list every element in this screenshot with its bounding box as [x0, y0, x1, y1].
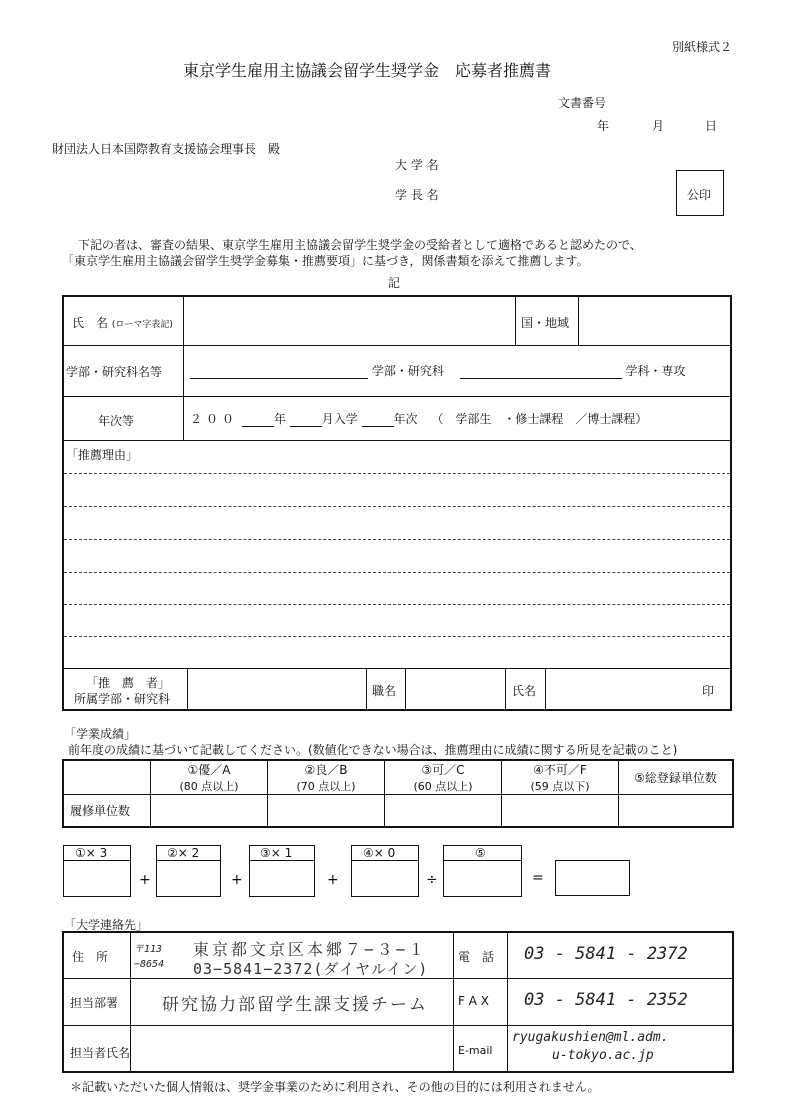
grade-column-1-title: ①優／A — [187, 763, 231, 777]
grade-column-3 — [385, 760, 502, 795]
faculty-field[interactable] — [190, 364, 368, 379]
equals-sign: = — [532, 870, 544, 886]
recommender-label: 「推 薦 者」 — [86, 676, 171, 690]
grade-column-3-title: ③可／C — [421, 763, 465, 777]
month-entry-text: 月入学 — [321, 412, 358, 426]
postal-code-2: −8654 — [134, 959, 165, 970]
day-label: 日 — [705, 119, 718, 133]
plus-1: + — [139, 872, 151, 888]
address-value[interactable]: 東京都文京区本郷７−３−１ — [193, 940, 428, 959]
president-name-label: 学 長 名 — [395, 188, 439, 202]
formula-box-4-label: ④× 0 — [363, 846, 396, 860]
entry-year-field[interactable] — [242, 412, 274, 427]
email-line-1[interactable]: ryugakushien@ml.adm. — [512, 1030, 669, 1045]
grade-column-2-title: ②良／B — [304, 763, 348, 777]
university-name-label: 大 学 名 — [395, 158, 439, 172]
official-seal-label: 公印 — [687, 188, 712, 202]
formula-box-3[interactable] — [249, 845, 315, 897]
document-number-label: 文書番号 — [558, 96, 607, 110]
formula-box-3-label: ③× 1 — [260, 846, 293, 860]
year-of-study-label: 年次等 — [98, 414, 135, 428]
grade-year-field[interactable] — [362, 412, 394, 427]
credits-field-2[interactable] — [268, 795, 385, 827]
grades-table — [62, 759, 734, 828]
department-suffix: 学科・専攻 — [625, 364, 686, 378]
department-field[interactable] — [460, 364, 622, 379]
formula-box-5-label: ⑤ — [475, 846, 486, 860]
year-prefix: ２００ — [190, 412, 239, 426]
grade-column-2 — [268, 760, 385, 795]
formula-box-2[interactable] — [156, 845, 221, 897]
recommender-name-label: 氏名 — [512, 684, 537, 698]
intro-line-1: 下記の者は、審査の結果、東京学生雇用主協議会留学生奨学金の受給者として適格であると認めたので、 — [78, 238, 642, 252]
year-of-study-row — [190, 410, 647, 427]
seal-mark: 印 — [702, 684, 715, 698]
grade-column-4-title: ④不可／F — [533, 763, 587, 777]
plus-3: + — [327, 872, 339, 888]
grades-section-label: 「学業成績」 — [64, 727, 137, 741]
email-line-2[interactable]: u-tokyo.ac.jp — [552, 1048, 654, 1063]
recommender-name-field[interactable] — [548, 671, 688, 709]
grade-column-4 — [502, 760, 619, 795]
contact-person-field[interactable] — [134, 1028, 450, 1070]
department-value[interactable]: 研究協力部留学生課支援チーム — [162, 995, 428, 1015]
grade-column-2-range: (70 点以上) — [296, 780, 356, 793]
contact-section-label: 「大学連絡先」 — [64, 918, 149, 932]
grade-column-3-range: (60 点以上) — [413, 780, 473, 793]
formula-box-2-label: ②× 2 — [167, 846, 200, 860]
address-label: 住 所 — [72, 950, 109, 964]
grades-corner-cell — [63, 760, 151, 795]
faculty-row — [190, 362, 686, 379]
credits-field-5[interactable] — [619, 795, 734, 827]
credits-field-1[interactable] — [151, 795, 268, 827]
position-field[interactable] — [408, 671, 503, 709]
credits-field-3[interactable] — [385, 795, 502, 827]
recommender-faculty-label: 所属学部・研究科 — [74, 692, 171, 706]
grade-column-1 — [151, 760, 268, 795]
grades-note: 前年度の成績に基づいて記載してください。(数値化できない場合は、推薦理由に成績に関する所見を記載のこと) — [68, 743, 678, 757]
formula-box-1-label: ①× 3 — [75, 846, 108, 860]
email-label: E-mail — [458, 1044, 493, 1057]
reason-label: 「推薦理由」 — [66, 448, 139, 462]
address-phone[interactable]: 03−5841−2372(ダイヤルイン) — [193, 960, 429, 978]
name-field[interactable] — [186, 298, 512, 342]
formula-box-4[interactable] — [351, 845, 419, 897]
nen-text: 年 — [273, 412, 286, 426]
addressee: 財団法人日本国際教育支援協会理事長 殿 — [52, 142, 281, 156]
name-label — [72, 314, 173, 331]
plus-2: + — [231, 872, 243, 888]
month-label: 月 — [652, 119, 665, 133]
course-options[interactable]: （ 学部生 ・修士課程 ／博士課程） — [431, 412, 648, 426]
ki-mark: 記 — [388, 276, 401, 290]
fax-label: F A X — [458, 994, 489, 1008]
department-label: 担当部署 — [70, 996, 119, 1010]
year-label: 年 — [597, 119, 610, 133]
fax-value[interactable]: 03 - 5841 - 2352 — [524, 990, 688, 1010]
official-seal-box — [676, 170, 724, 216]
name-romaji-note: (ローマ字表記) — [111, 320, 173, 330]
privacy-note: ＊記載いただいた個人情報は、奨学金事業のために利用され、その他の目的には利用されません。 — [70, 1080, 600, 1094]
intro-line-2: 「東京学生雇用主協議会留学生奨学金募集・推薦要項」に基づき，関係書類を添えて推薦します。 — [62, 254, 589, 268]
grade-column-1-range: (80 点以上) — [179, 780, 239, 793]
faculty-label: 学部・研究科名等 — [66, 365, 163, 379]
faculty-suffix: 学部・研究科 — [371, 364, 444, 378]
position-label: 職名 — [372, 684, 397, 698]
credits-row-label: 履修単位数 — [63, 795, 151, 827]
recommender-faculty-field[interactable] — [190, 671, 364, 709]
postal-code-1: 〒113 — [134, 944, 163, 955]
grade-column-4-range: (59 点以下) — [530, 780, 590, 793]
grade-column-5 — [619, 760, 734, 795]
divide-sign: ÷ — [426, 872, 438, 888]
form-number: 別紙様式２ — [672, 40, 733, 54]
tel-value[interactable]: 03 - 5841 - 2372 — [524, 944, 688, 964]
formula-box-1[interactable] — [63, 845, 131, 897]
credits-field-4[interactable] — [502, 795, 619, 827]
tel-label: 電 話 — [458, 950, 495, 964]
entry-month-field[interactable] — [290, 412, 322, 427]
formula-box-5[interactable] — [443, 845, 522, 897]
country-field[interactable] — [581, 298, 729, 342]
country-label: 国・地域 — [521, 316, 570, 330]
grade-column-5-title: ⑤総登録単位数 — [634, 771, 717, 785]
nenji-text: 年次 — [393, 412, 418, 426]
formula-result-box[interactable] — [555, 860, 630, 896]
page-title: 東京学生雇用主協議会留学生奨学金 応募者推薦書 — [183, 61, 552, 80]
name-label-text: 氏 名 — [72, 316, 109, 330]
contact-person-label: 担当者氏名 — [70, 1046, 131, 1060]
